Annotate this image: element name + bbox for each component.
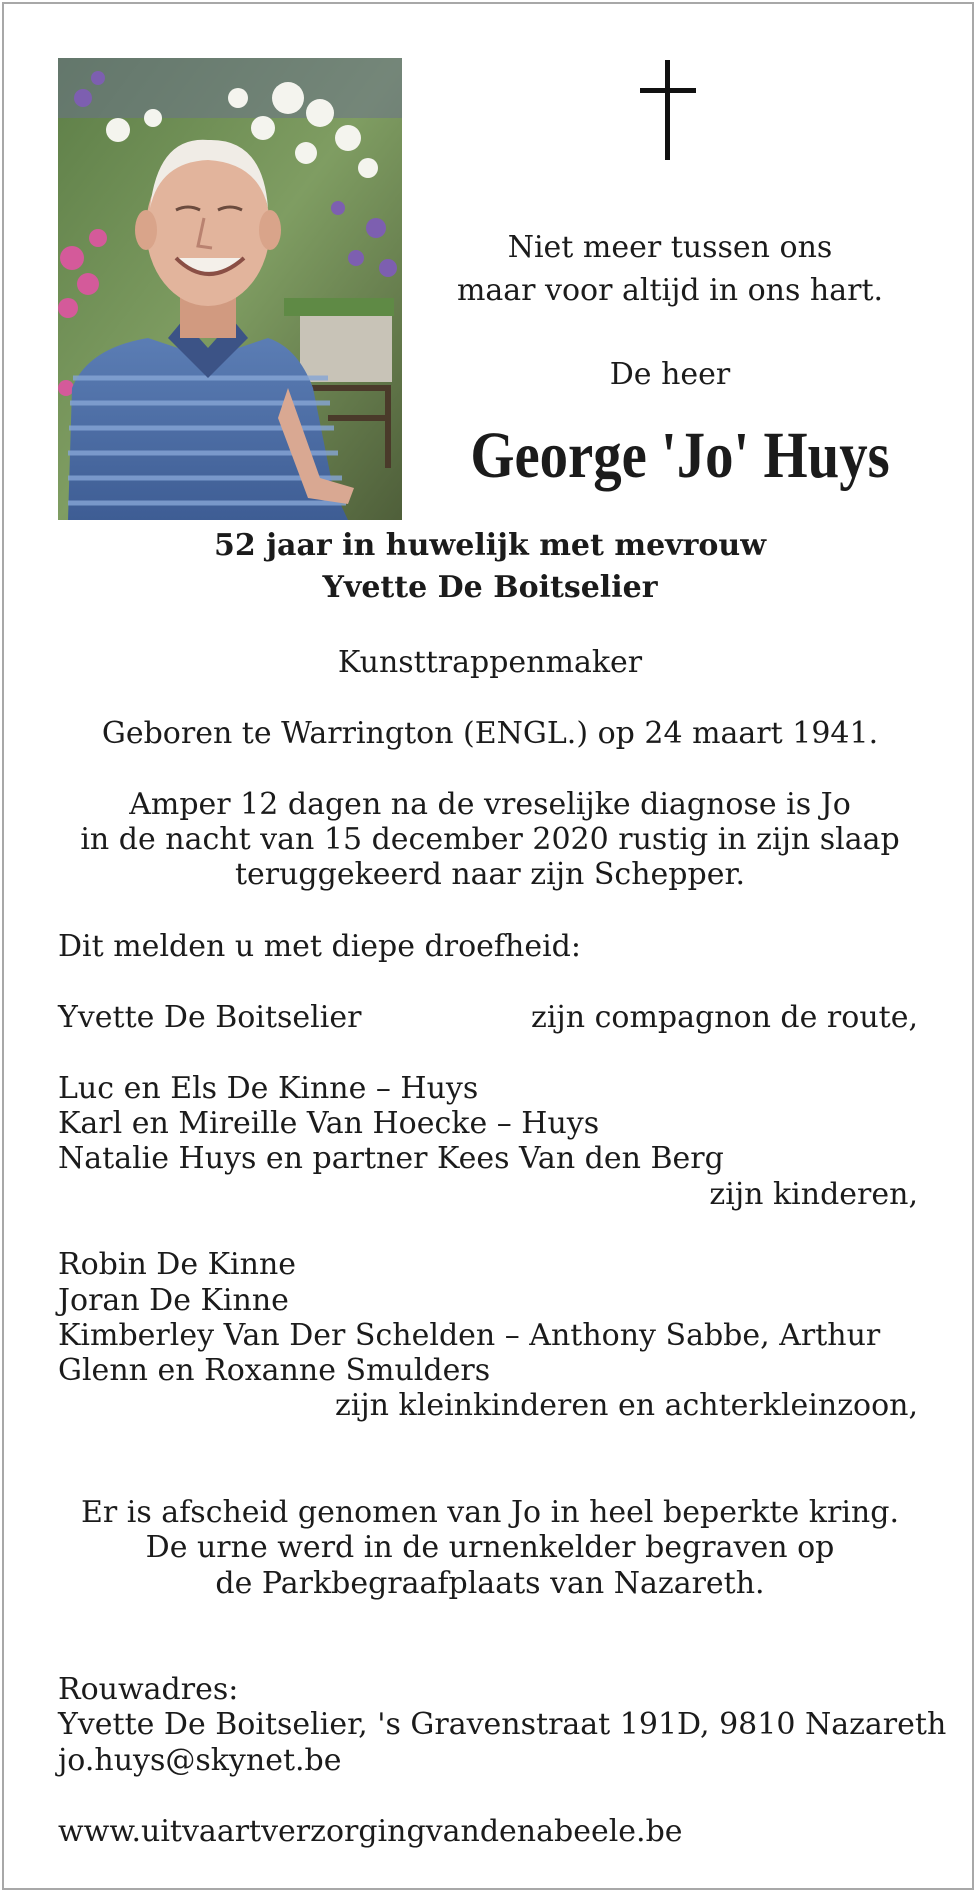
grandchild-entry: Robin De Kinne [58, 1247, 297, 1282]
spouse-name: Yvette De Boitselier [322, 570, 658, 605]
grandchild-entry: Joran De Kinne [58, 1283, 289, 1318]
address-line: Yvette De Boitselier, 's Gravenstraat 191D, 9810 Nazareth [58, 1707, 947, 1742]
website-link[interactable]: www.uitvaartverzorgingvandenabeele.be [58, 1814, 683, 1849]
cross-icon [640, 60, 696, 160]
motto-line-1: Niet meer tussen ons [507, 230, 833, 265]
grandchildren-role: zijn kleinkinderen en achterkleinzoon, [334, 1388, 918, 1423]
partner-name: Yvette De Boitselier [58, 1000, 362, 1035]
honorific: De heer [609, 357, 731, 392]
child-entry: Luc en Els De Kinne – Huys [58, 1071, 479, 1106]
deceased-name: George 'Jo' Huys [470, 419, 890, 492]
profession: Kunsttrappenmaker [337, 645, 643, 680]
portrait-photo [58, 58, 402, 520]
email-link[interactable]: jo.huys@skynet.be [58, 1743, 342, 1778]
farewell-line-1: Er is afscheid genomen van Jo in heel beperkte kring. [81, 1495, 899, 1530]
child-entry: Karl en Mireille Van Hoecke – Huys [58, 1106, 600, 1141]
farewell-line-3: de Parkbegraafplaats van Nazareth. [215, 1566, 765, 1601]
address-label: Rouwadres: [58, 1672, 239, 1707]
motto-line-2: maar voor altijd in ons hart. [456, 273, 884, 308]
passing-line-1: Amper 12 dagen na de vreselijke diagnose is Jo [129, 787, 851, 822]
grandchild-entry: Glenn en Roxanne Smulders [58, 1353, 491, 1388]
birth-info: Geboren te Warrington (ENGL.) op 24 maart 1941. [101, 716, 879, 751]
farewell-line-2: De urne werd in de urnenkelder begraven op [145, 1530, 835, 1565]
child-entry: Natalie Huys en partner Kees Van den Berg [58, 1141, 724, 1176]
passing-line-3: teruggekeerd naar zijn Schepper. [234, 857, 746, 892]
children-role: zijn kinderen, [709, 1177, 918, 1212]
marriage-line-1: 52 jaar in huwelijk met mevrouw [213, 528, 767, 563]
grandchild-entry: Kimberley Van Der Schelden – Anthony Sabbe, Arthur [58, 1318, 881, 1353]
passing-line-2: in de nacht van 15 december 2020 rustig in zijn slaap [80, 822, 900, 857]
announcement: Dit melden u met diepe droefheid: [58, 929, 581, 964]
partner-role: zijn compagnon de route, [531, 1000, 918, 1035]
